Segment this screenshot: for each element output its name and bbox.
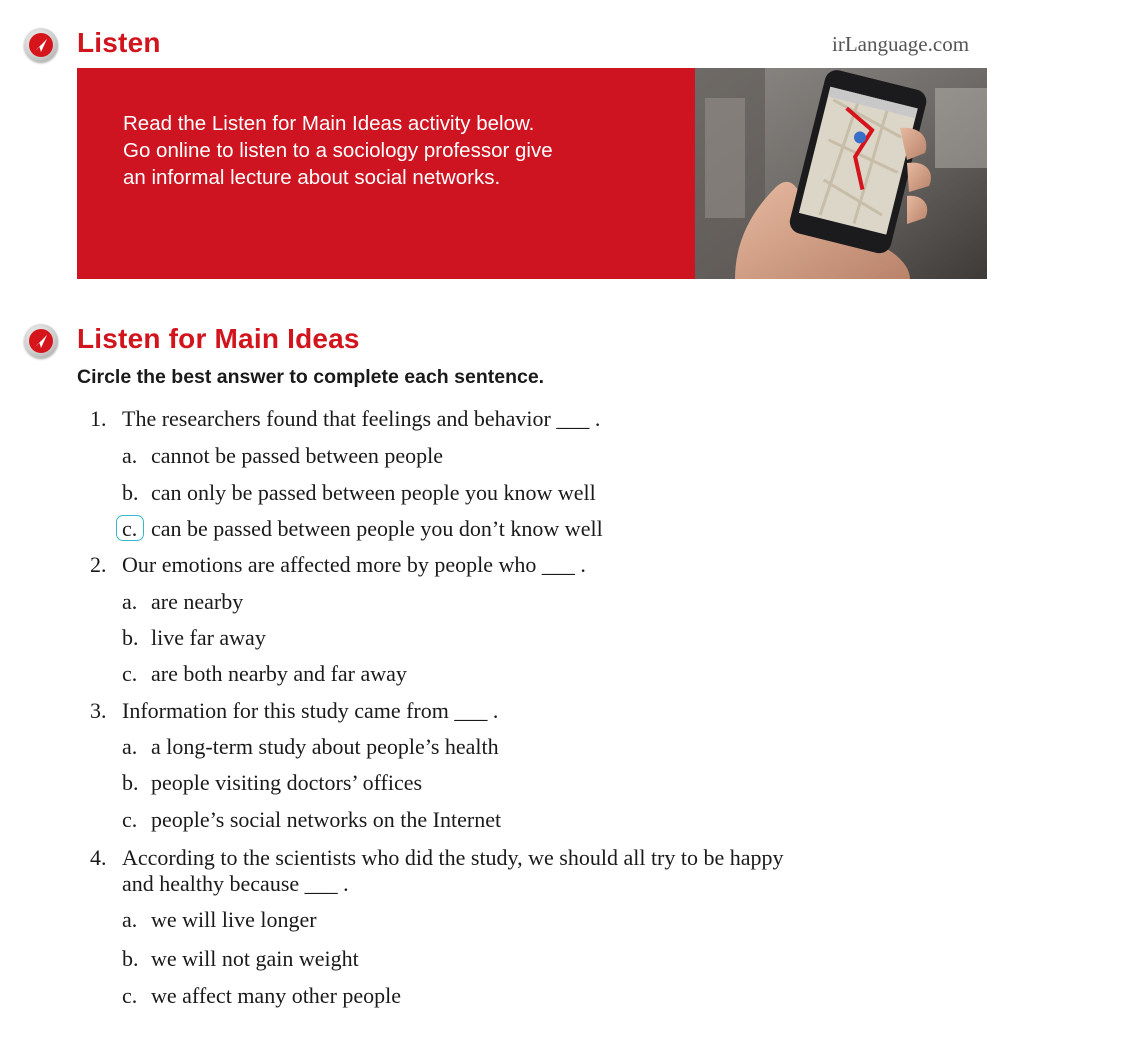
option-2a[interactable] [122, 589, 243, 615]
option-letter: a. [122, 734, 138, 759]
option-3a[interactable] [122, 734, 499, 760]
option-text: are nearby [151, 589, 244, 614]
main-ideas-section-icon [24, 324, 58, 358]
option-4a[interactable] [122, 907, 317, 933]
option-text: can only be passed between people you know well [151, 480, 596, 505]
listen-banner [77, 68, 987, 279]
option-text: are both nearby and far away [151, 661, 407, 686]
listen-heading: Listen [77, 27, 161, 58]
option-text: a long-term study about people’s health [151, 734, 499, 759]
question-stem: Information for this study came from ___ . [122, 698, 499, 723]
option-letter: c. [122, 807, 138, 832]
question-2 [90, 552, 586, 578]
option-text: can be passed between people you don’t know well [151, 516, 603, 541]
question-number: 2. [90, 552, 107, 577]
option-4c[interactable] [122, 983, 401, 1009]
option-3b[interactable] [122, 770, 422, 796]
option-text: cannot be passed between people [151, 443, 443, 468]
main-ideas-heading: Listen for Main Ideas [77, 323, 360, 354]
option-text: people visiting doctors’ offices [151, 770, 423, 795]
option-letter: b. [122, 770, 139, 795]
question-1 [90, 406, 600, 432]
banner-line: Read the Listen for Main Ideas activity below. [123, 112, 535, 135]
option-1c[interactable] [122, 516, 603, 542]
option-1b[interactable] [122, 480, 596, 506]
option-2b[interactable] [122, 625, 266, 651]
question-3 [90, 698, 498, 724]
option-text: we will live longer [151, 907, 317, 932]
option-text: people’s social networks on the Internet [151, 807, 502, 832]
banner-line: Go online to listen to a sociology professor give [123, 139, 553, 162]
question-stem: The researchers found that feelings and behavior ___ . [122, 406, 601, 431]
option-text: live far away [151, 625, 266, 650]
question-stem-line: and healthy because ___ . [122, 871, 349, 896]
option-4b[interactable] [122, 946, 359, 972]
option-letter: a. [122, 907, 138, 932]
option-letter: a. [122, 443, 138, 468]
option-letter: c. [122, 661, 138, 686]
option-text: we affect many other people [151, 983, 402, 1008]
smartphone-photo [695, 68, 987, 279]
question-number: 4. [90, 845, 107, 870]
option-1a[interactable] [122, 443, 443, 469]
option-letter: b. [122, 480, 139, 505]
option-letter-circled: c. [122, 516, 151, 542]
question-number: 1. [90, 406, 107, 431]
instructions: Circle the best answer to complete each sentence. [77, 366, 545, 388]
option-2c[interactable] [122, 661, 407, 687]
option-letter: b. [122, 625, 139, 650]
option-letter: a. [122, 589, 138, 614]
question-stem: Our emotions are affected more by people who ___ . [122, 552, 586, 577]
banner-line: an informal lecture about social networks. [123, 166, 501, 189]
watermark: irLanguage.com [832, 32, 970, 56]
question-4 [90, 845, 784, 897]
question-stem [122, 845, 784, 897]
question-number: 3. [90, 698, 107, 723]
listen-section-icon [24, 28, 58, 62]
banner-text [123, 110, 683, 191]
option-text: we will not gain weight [151, 946, 359, 971]
option-3c[interactable] [122, 807, 501, 833]
option-letter: b. [122, 946, 139, 971]
question-stem-line: According to the scientists who did the study, we should all try to be happy [122, 845, 784, 870]
option-letter: c. [122, 983, 138, 1008]
